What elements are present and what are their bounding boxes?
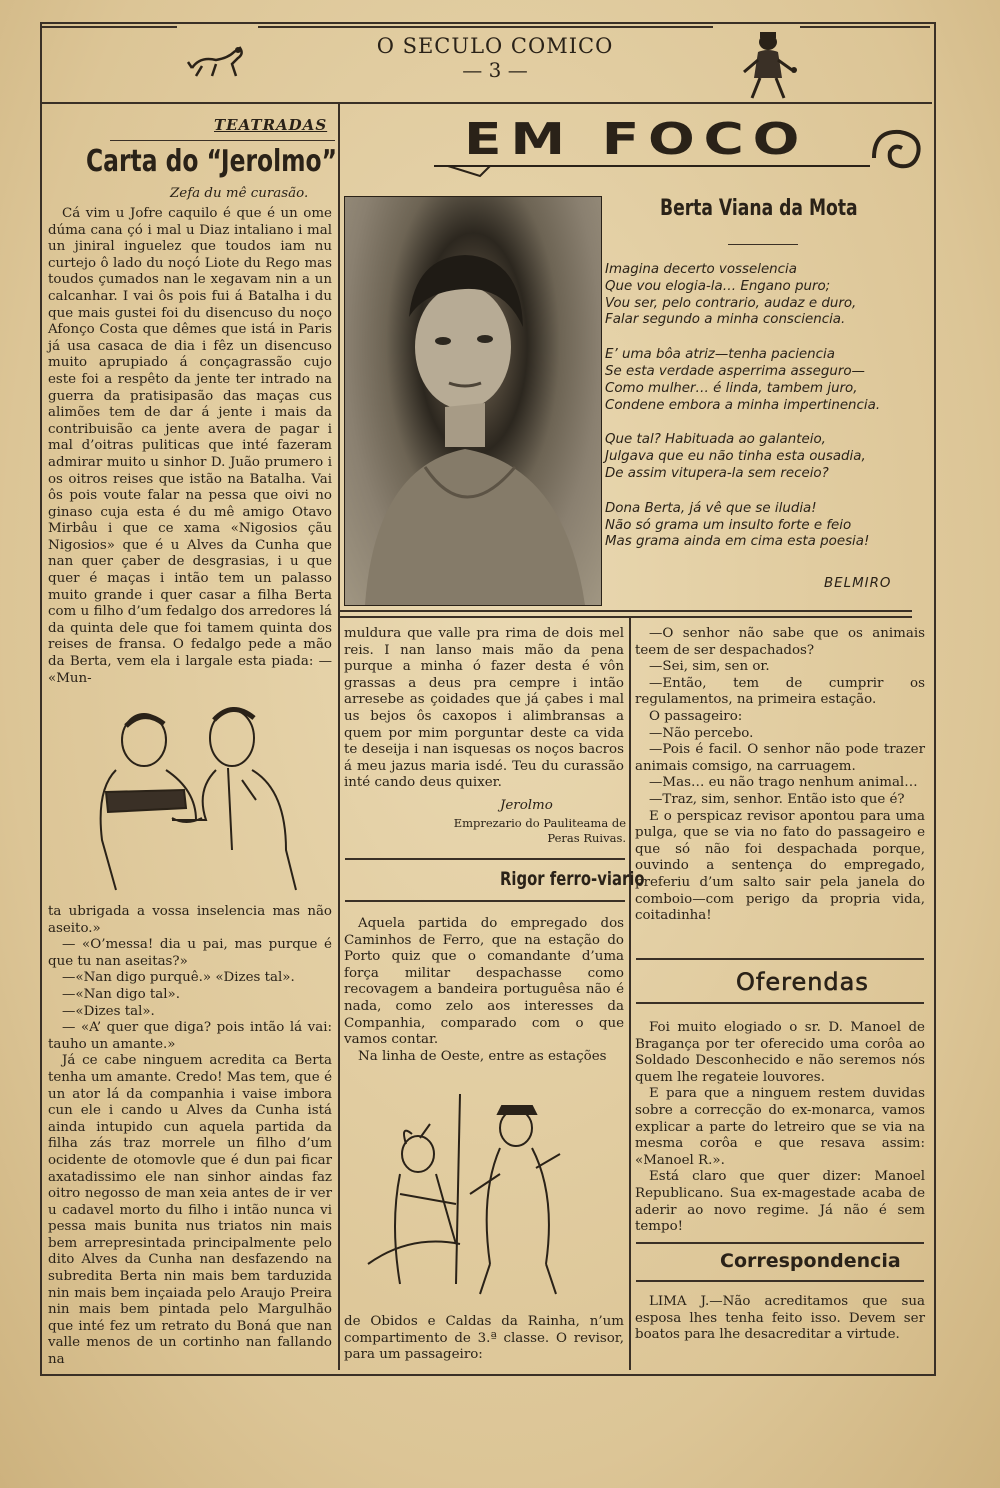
oferendas-paragraph: Está claro que quer dizer: Manoel Republicano. Sua ex-magestade acaba de aderir ao novo regime. Já não é sem tempo! bbox=[635, 1169, 925, 1235]
teatradas-paragraph: Já ce cabe ninguem acredita ca Berta tenha um amante. Credo! Mas tem, que é un ator lá da companhia i vaise imbora cun ele i cando u Alves da Cunha istá ainda intupido cun aquela partida da filha zás traz morrele un filho d’um ocidente de otomovle que é dun pai ficar axatadissimo ele nan sinhor aindas faz oitro negosso de man xeia antes de ir ver u cadavel morto du filho i intão nunca vi pessa mais bunita nus triatos nin mais bem arrepresintada principalmente pelo dito Alves da Cunha nan desfazendo na subredita Berta nin mais bem tarduzida nin mais bem inçaiada pelo Araujo Preira nin mais bem pintada pelo Margulhão que inté fez um retrato du Boná que nan valle menos de un cortinho nan fallando na bbox=[48, 1053, 332, 1368]
teatradas-paragraph: ta ubrigada a vossa inselencia mas não aseito.» bbox=[48, 904, 332, 936]
poem-line: Julgava que eu não tinha esta ousadia, bbox=[605, 449, 866, 465]
rigor-continuation-text: de Obidos e Caldas da Rainha, n’um compartimento de 3.ª classe. O revisor, para um passageiro: bbox=[344, 1314, 624, 1363]
teatradas-body-bottom bbox=[48, 904, 332, 1369]
masthead-rule-left bbox=[42, 26, 177, 28]
train-passenger-sketch bbox=[360, 1084, 610, 1310]
poem-stanza bbox=[605, 262, 915, 329]
em-foco-bottom-rule bbox=[340, 610, 912, 612]
teatradas-continuation-text: muldura que valle pra rima de dois mel reis. I nan lanso mais mão da pena purque a minha ó fazer desta é vôn grassas a deus pra cempre i intão arresebe as çoidades que já çabes i mal us bejos ôs caxopos i alimbransas a quem por mim porguntar deste ca vida te deseija i nan isquesas os noços bacros á meu jazus maria isdé. Teu du curassão inté cando deus quixer. bbox=[344, 626, 624, 791]
poem-line: Dona Berta, já vê que se iludia! bbox=[605, 500, 817, 516]
oferendas-paragraph: E para que a ninguem restem duvidas sobre a correcção do ex-monarca, vamos explicar a parte do letreiro que se via na mesma corôa e que resava assim: «Manoel R.». bbox=[635, 1086, 925, 1168]
poem-line: De assim vitupera-la sem receio? bbox=[605, 465, 829, 481]
poem-author: BELMIRO bbox=[824, 576, 892, 591]
poem-line: Imagina decerto vosselencia bbox=[605, 262, 797, 277]
poem-stanza bbox=[605, 347, 915, 414]
correspondencia-body bbox=[635, 1294, 925, 1344]
rigor-dialogue-line: —O senhor não sabe que os animais teem de ser despachados? bbox=[635, 626, 925, 658]
masthead-rule-center bbox=[258, 26, 713, 28]
teatradas-body-top bbox=[48, 206, 332, 687]
poem-line: Condene embora a minha impertinencia. bbox=[605, 397, 881, 413]
poem-line: Que tal? Habituada ao galanteio, bbox=[605, 432, 826, 448]
caricature-figure-icon bbox=[738, 30, 800, 102]
correspondencia-bottom-rule bbox=[636, 1280, 924, 1282]
rigor-dialogue-line: —Pois é facil. O senhor não pode trazer animais comsigo, na carruagem. bbox=[635, 742, 925, 774]
page-number: — 3 — bbox=[462, 58, 528, 82]
teatradas-dialogue: — «A’ quer que diga? pois intão lá vai: tauho un amante.» bbox=[48, 1020, 332, 1052]
em-foco-poem bbox=[605, 262, 915, 569]
rigor-dialogue-line: —Não percebo. bbox=[649, 725, 754, 741]
masthead-title: O SECULO COMICO bbox=[376, 34, 614, 58]
teatradas-kicker: TEATRADAS bbox=[214, 116, 328, 134]
subject-rule bbox=[728, 244, 798, 245]
oferendas-bottom-rule bbox=[636, 1002, 924, 1004]
teatradas-dialogue: — «O’messa! dia u pai, mas purque é que tu nan aseitas?» bbox=[48, 937, 332, 969]
masthead-rule-right bbox=[800, 26, 930, 28]
em-foco-flourish bbox=[430, 124, 925, 180]
poem-stanza bbox=[605, 501, 915, 551]
rigor-dialogue-line: E o perspicaz revisor apontou para uma pulga, que se via no fato do passageiro e que só não foi despachada porque, ouvindo a sentença do empregado, preferiu d’um salto sair pela janela do comboio—com perigo da propria vida, coitadinha! bbox=[635, 808, 925, 924]
rigor-top-rule bbox=[345, 858, 625, 860]
rigor-continuation bbox=[344, 1314, 624, 1364]
rigor-paragraph: Aquela partida do empregado dos Caminhos de Ferro, que na estação do Porto quiz que o comandante d’uma força militar despachasse como recovagem a bandeira portuguêsa não é nada, como zelo aos interesses da Companhia, comparado com o que vamos contar. bbox=[344, 916, 624, 1048]
poem-line: E’ uma bôa atriz—tenha paciencia bbox=[605, 347, 835, 363]
rigor-dialogue-line: —Traz, sim, senhor. Então isto que é? bbox=[649, 791, 905, 807]
rigor-dialogue-line: —Mas… eu não trago nenhum animal… bbox=[649, 775, 918, 791]
em-foco-header: EM FOCO bbox=[464, 114, 809, 165]
correspondencia-text: LIMA J.—Não acreditamos que sua esposa lhes tenha feito isso. Devem ser boatos para lhe desacreditar a virtude. bbox=[635, 1294, 925, 1343]
masthead-bottom-rule bbox=[42, 102, 932, 104]
column-rule-1 bbox=[338, 104, 340, 1370]
poem-line: Falar segundo a minha consciencia. bbox=[605, 312, 846, 328]
rigor-dialogue-line: —Então, tem de cumprir os regulamentos, na primeira estação. bbox=[635, 675, 925, 708]
poem-stanza bbox=[605, 432, 915, 482]
teatradas-dialogue: —«Dizes tal». bbox=[62, 1003, 155, 1019]
masthead bbox=[330, 34, 660, 82]
rigor-title: Rigor ferro-viario bbox=[500, 868, 645, 890]
poem-line: Como mulher… é linda, tambem juro, bbox=[605, 380, 858, 396]
portrait-figure bbox=[345, 197, 601, 605]
teatradas-continuation bbox=[344, 626, 624, 792]
rigor-dialogue-line: —Sei, sim, sen or. bbox=[649, 659, 770, 675]
correspondencia-top-rule bbox=[636, 1242, 924, 1244]
rigor-dialogue bbox=[635, 626, 925, 925]
poem-line: Mas grama ainda em cima esta poesia! bbox=[605, 534, 870, 550]
correspondencia-title: Correspondencia bbox=[720, 1250, 901, 1272]
portrait-photo bbox=[344, 196, 602, 606]
column-rule-2 bbox=[629, 616, 631, 1370]
poem-line: Que vou elogia-la… Engano puro; bbox=[605, 278, 831, 294]
two-men-handshake-sketch bbox=[56, 690, 324, 900]
teatradas-paragraph: Cá vim u Jofre caquilo é que é un ome dúma cana çó i mal u Diaz intaliano i mal un jiniral inguelez que toudos iam nu curtejo ô lado du noçó Liote du Rego mas toudos çumados nan le xegavam nin a un calcanhar. I vai ôs pois fui á Batalha i du que mais gustei foi du disencuso du noço Afonço Costa que dêmes que istá in Paris já usa casaca de dia i fêz un disencuso muito aprupiado á conçagrassão cujo este foi a respêto da jente ter intrado na guerra da pratisipasão das maças cus alimões tem de dar á jente i mais da contribuisão ca jente avera de pagar i mal d’oitras puliticas que inté fazeram admirar muito u sinhor D. Juão prumero i os oitros reises que istão na Batalha. Vai ôs pois voute falar na pessa que oivi no ginaso cuja esta é du mê amigo Otavo Mirbâu i que ce xama «Nigosios çãu Nigosios» que é u Alves da Cunha que nan quer çaber de desgrasias, i u que quer é maças i intão tem un palasso muito grande i quer casar a filha Berta com u filho d’um fedalgo dos arredores lá da quinta dele que foi tamem quinta dos reises de fransa. O fedalgo pede a mão da Berta, vem ela i largale esta piada: — «Mun- bbox=[48, 206, 332, 686]
rigor-body bbox=[344, 916, 624, 1065]
oferendas-body bbox=[635, 1020, 925, 1236]
oferendas-title: Oferendas bbox=[736, 968, 869, 996]
rigor-dialogue-line: O passageiro: bbox=[649, 708, 743, 724]
poem-line: Se esta verdade asperrima asseguro— bbox=[605, 363, 865, 379]
em-foco-subject: Berta Viana da Mota bbox=[660, 196, 858, 221]
kicker-rule bbox=[110, 140, 335, 141]
teatradas-greeting: Zefa du mê curasão. bbox=[170, 186, 309, 201]
teatradas-signature: Jerolmo bbox=[500, 798, 553, 813]
em-foco-bottom-rule-2 bbox=[340, 616, 912, 618]
oferendas-top-rule bbox=[636, 958, 924, 960]
rigor-bottom-rule bbox=[345, 900, 625, 902]
oferendas-paragraph: Foi muito elogiado o sr. D. Manoel de Bragança por ter oferecido uma corôa ao Soldado Desconhecido e não seremos nós quem lhe regateie louvores. bbox=[635, 1020, 925, 1085]
teatradas-dialogue: —«Nan digo tal». bbox=[62, 986, 181, 1002]
poem-line: Vou ser, pelo contrario, audaz e duro, bbox=[605, 295, 857, 311]
teatradas-signature-role: Emprezario do Pauliteama de Peras Ruivas. bbox=[453, 816, 626, 845]
rigor-paragraph: Na linha de Oeste, entre as estações bbox=[358, 1048, 607, 1064]
dog-icon bbox=[186, 38, 248, 82]
teatradas-title: Carta do “Jerolmo” bbox=[86, 144, 337, 179]
teatradas-dialogue: —«Nan digo purquê.» «Dizes tal». bbox=[62, 970, 295, 986]
poem-line: Não só grama um insulto forte e feio bbox=[605, 517, 852, 533]
